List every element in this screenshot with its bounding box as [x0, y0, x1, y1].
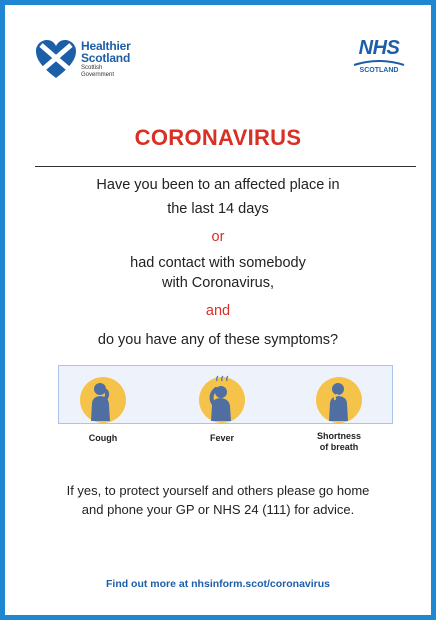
nhs-wordmark: NHS	[358, 37, 400, 59]
question-2-line-2: with Coronavirus,	[161, 275, 274, 291]
cough-icon	[78, 375, 128, 425]
logo-line-scottish: Scottish	[81, 65, 103, 71]
shortness-of-breath-icon	[314, 375, 364, 425]
symptom-label-shortness-line-1: Shortness	[316, 431, 361, 441]
symptom-label-cough: Cough	[88, 433, 118, 443]
symptom-fever	[177, 375, 267, 425]
and-connector: and	[205, 303, 231, 319]
question-1-line-2: the last 14 days	[167, 201, 269, 217]
title-divider	[35, 166, 416, 167]
advice-line-2: and phone your GP or NHS 24 (111) for advice.	[81, 502, 355, 517]
nhs-swoosh-icon	[352, 59, 406, 67]
healthier-scotland-text	[81, 40, 131, 79]
healthier-scotland-logo	[35, 40, 150, 84]
question-2-line-1: had contact with somebody	[130, 255, 306, 271]
saltire-heart-icon	[35, 40, 77, 80]
logo-line-scotland: Scotland	[81, 51, 131, 65]
page-title: CORONAVIRUS	[134, 125, 302, 150]
advice-line-1: If yes, to protect yourself and others please go home	[66, 483, 370, 498]
question-1-line-1: Have you been to an affected place in	[96, 177, 340, 193]
symptom-cough	[58, 375, 148, 425]
find-out-more-link[interactable]: Find out more at nhsinform.scot/coronavirus	[105, 578, 331, 590]
symptom-label-shortness-line-2: of breath	[319, 442, 359, 452]
or-connector: or	[211, 229, 225, 245]
symptom-shortness-of-breath	[294, 375, 384, 425]
nhs-scotland-logo	[349, 37, 409, 82]
fever-icon	[197, 375, 247, 425]
logo-line-government: Government	[81, 72, 115, 78]
question-3: do you have any of these symptoms?	[97, 332, 339, 348]
logo-line-healthier: Healthier	[81, 39, 131, 53]
nhs-subtitle: SCOTLAND	[359, 67, 399, 74]
symptom-label-fever: Fever	[209, 433, 235, 443]
